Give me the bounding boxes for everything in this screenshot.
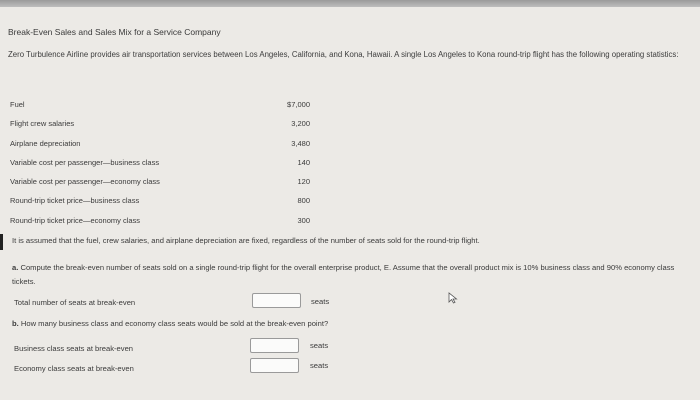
stat-value: 300	[297, 215, 310, 225]
stat-row-airplane-depreciation	[10, 135, 310, 154]
stat-value: 800	[297, 196, 310, 206]
stat-row-flight-crew-salaries	[10, 115, 310, 134]
part-a-text: Compute the break-even number of seats sold on a single round-trip flight for the overall enterprise product, E. Assume that the overall product mix is 10% business class and 90% economy class tickets.	[12, 263, 675, 286]
stat-row-fuel	[10, 96, 310, 115]
operating-statistics-table	[10, 96, 310, 231]
total-seats-input[interactable]	[252, 293, 301, 308]
stat-label: Flight crew salaries	[10, 119, 75, 129]
part-b-letter: b.	[12, 319, 19, 328]
part-a-letter: a.	[12, 263, 19, 272]
economy-seats-label: Economy class seats at break-even	[14, 364, 134, 373]
stat-row-ticket-price-economy	[10, 212, 310, 231]
left-edge-marker	[0, 234, 3, 250]
stat-label: Fuel	[10, 100, 25, 109]
stat-value: $7,000	[287, 100, 310, 109]
business-seats-label: Business class seats at break-even	[14, 344, 134, 353]
stat-value: 120	[297, 177, 310, 187]
stat-row-ticket-price-business	[10, 192, 310, 211]
total-seats-unit: seats	[311, 297, 330, 306]
assumption-text: It is assumed that the fuel, crew salaries, and airplane depreciation are fixed, regardless of the number of seats sold for the round-trip flight.	[12, 236, 480, 245]
economy-seats-unit: seats	[310, 361, 329, 370]
part-a-question	[12, 261, 692, 289]
part-b-text: How many business class and economy class seats would be sold at the break-even point?	[20, 319, 329, 328]
stat-label: Variable cost per passenger—business class	[10, 157, 160, 167]
stat-label: Variable cost per passenger—economy class	[10, 177, 160, 187]
total-seats-label: Total number of seats at break-even	[14, 298, 136, 307]
top-window-strip	[0, 0, 700, 7]
mouse-pointer-icon	[448, 292, 458, 304]
economy-seats-input[interactable]	[250, 358, 299, 373]
business-seats-unit: seats	[310, 341, 329, 350]
stat-row-variable-cost-business	[10, 154, 310, 173]
stat-value: 3,480	[291, 138, 310, 148]
stat-label: Round-trip ticket price—economy class	[10, 215, 141, 225]
stat-value: 140	[297, 157, 310, 167]
business-seats-input[interactable]	[250, 338, 299, 353]
page-title: Break-Even Sales and Sales Mix for a Service Company	[8, 27, 221, 37]
stat-row-variable-cost-economy	[10, 173, 310, 192]
stat-label: Airplane depreciation	[10, 138, 81, 148]
problem-intro: Zero Turbulence Airline provides air transportation services between Los Angeles, California, and Kona, Hawaii. A single Los Angeles to Kona round-trip flight has the following operating statistics:	[8, 50, 679, 59]
stat-value: 3,200	[291, 119, 310, 129]
part-b-question	[12, 319, 328, 328]
stat-label: Round-trip ticket price—business class	[10, 196, 140, 206]
